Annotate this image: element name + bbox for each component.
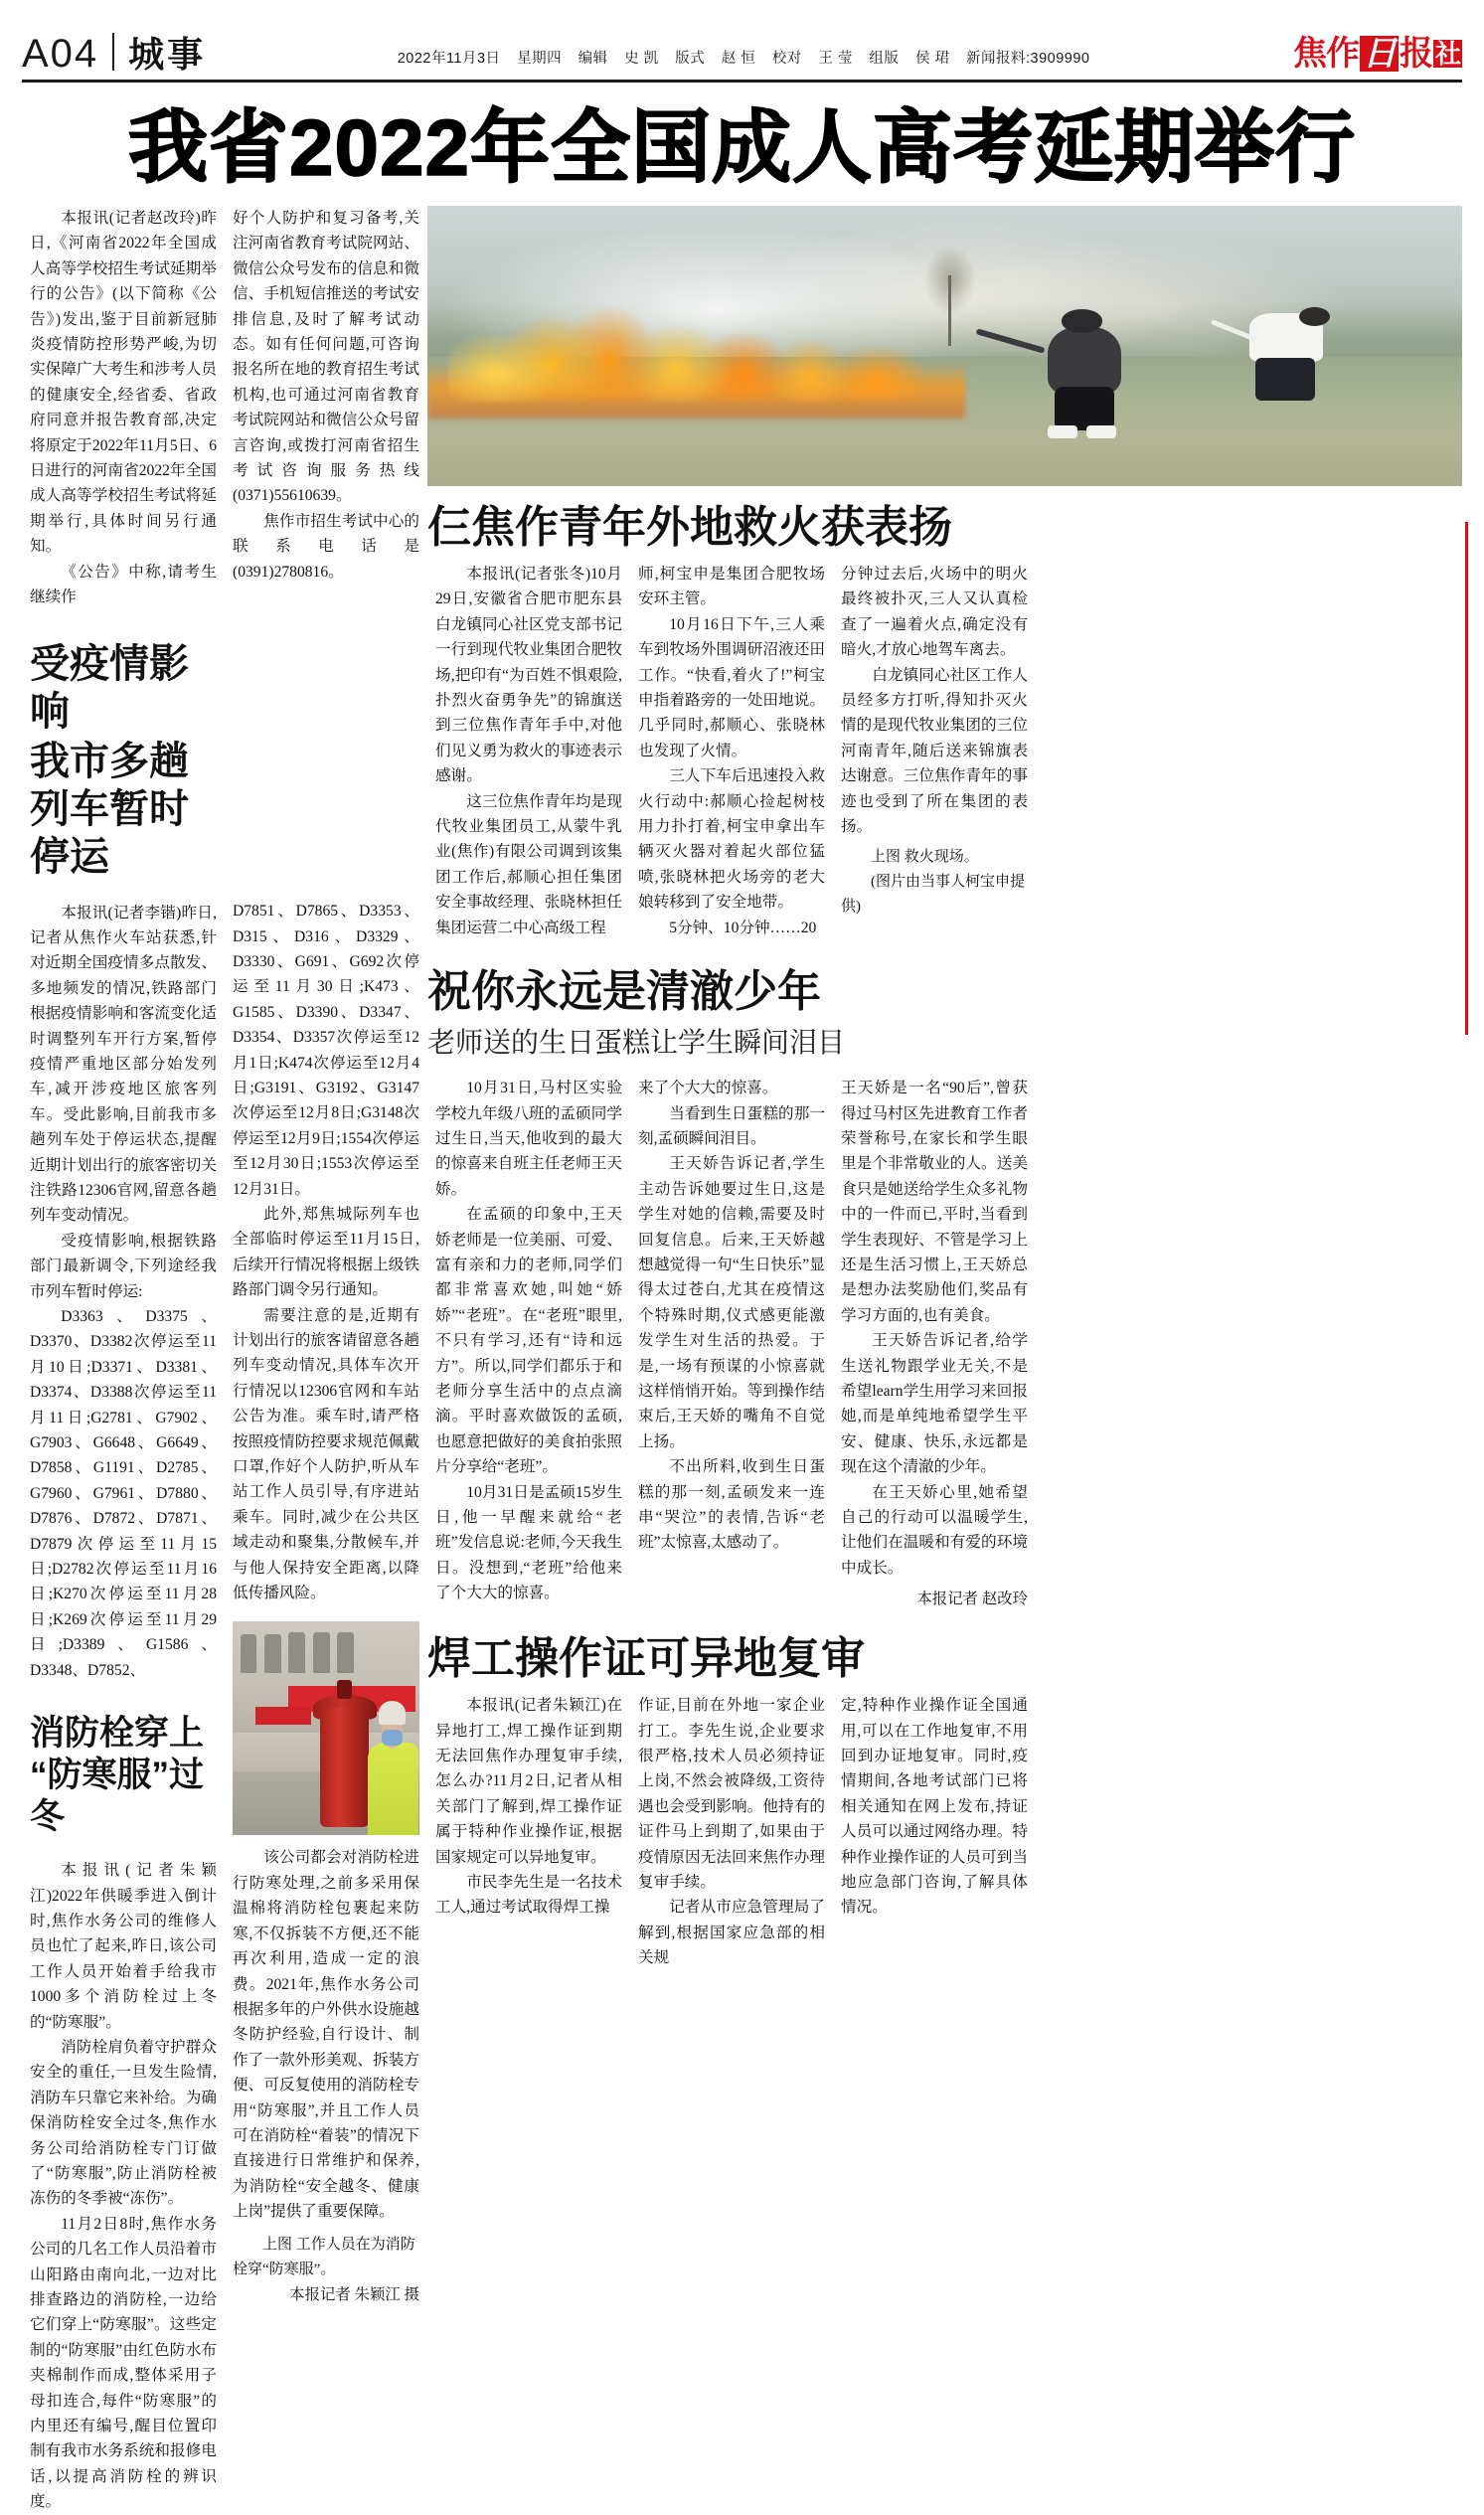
editor-name: 史 凯	[624, 51, 659, 67]
cake-columns	[427, 1076, 1462, 1611]
building-window	[264, 1634, 281, 1673]
cake-para-4: 当看到生日蛋糕的那一刻,孟硕瞬间泪目。	[638, 1104, 825, 1147]
page-grid	[22, 206, 1462, 2515]
column-10	[630, 1693, 833, 1970]
train-numbers-cont: D7851、D7865、D3353、D315、D316、D3329、D3330、G691、G692次停运至11月30日;K473、G1585、D3390、D3347、D3354、D3357次停运至12月1日;K474次停运至12月4日;G3191、G3192、G3147次停运至12月8日;G3148次停运至12月9日;1554次停运至12月30日;1553次停运至12月31日。	[233, 903, 419, 1198]
building-window	[241, 1634, 257, 1673]
rescue-photo-caption: 上图 救火现场。	[871, 849, 979, 866]
column-4	[630, 562, 833, 940]
rescuer-in-dark-jacket	[1028, 309, 1142, 438]
worker-face-mask	[382, 1730, 402, 1747]
exam-para-2-cont: 《公告》中称,请考生继续作	[30, 563, 217, 606]
column-1	[22, 206, 225, 2515]
grass-flames	[448, 307, 924, 403]
weekday: 星期四	[517, 51, 563, 67]
masthead-rule	[22, 80, 1462, 83]
cake-para-3: 10月31日是孟硕15岁生日,他一早醒来就给“老班”发信息说:老师,今天我生日。没想到,“老班”给他来了个大大的惊喜。	[435, 1483, 622, 1602]
building-window	[313, 1632, 330, 1673]
cake-headline: 祝你永远是清澈少年	[427, 967, 821, 1017]
worker-helmet	[379, 1701, 406, 1725]
publish-date: 2022年11月3日	[397, 51, 501, 67]
masthead-meta	[398, 47, 1102, 74]
logo-text-a: 焦作	[1292, 35, 1359, 73]
rescuer-trousers	[1255, 358, 1315, 401]
rescue-para-5-part: 5分钟、10分钟……20	[638, 919, 817, 936]
train-headline: 我市多趟列车暂时停运	[30, 739, 189, 879]
news-tipline: 新闻报料:3909990	[966, 51, 1090, 67]
train-para-3-head: D3363、D3375、D3370、D3382次停运至11月10日;D3371、D3381、D3374、D3388次停运至11月11日;G2781、G7902、G7903、G6648、G6649、D7858、G1191、D2785、G7960、G7961、D7880、D7876、D7872、D7871、D7879次停运至11月15日;D2782次停运至11月16日;K270次停运至11月28日;K269次停运至11月29日;D3389、G1586、D3348、D7852、	[30, 1308, 217, 1679]
cake-para-3-rest: 来了个大大的惊喜。	[638, 1080, 778, 1097]
column-7	[630, 1076, 833, 1556]
welder-columns	[427, 1693, 1462, 1970]
hydrant-para-1: 本报讯(记者朱颖江)2022年供暖季进入倒计时,焦作水务公司的维修人员也忙了起来,昨日,该公司工作人员开始着手给我市1000多个消防栓过上冬的“防寒服”。	[30, 1862, 217, 2031]
cake-para-9: 在王天娇心里,她希望自己的行动可以温暖学生,让他们在温暖和有爱的环境中成长。	[841, 1483, 1028, 1577]
rescue-para-6: 白龙镇同心社区工作人员经多方打听,得知扑灭火情的是现代牧业集团的三位河南青年,随后送来锦旗表达谢意。三位焦作青年的事迹也受到了所在集团的表扬。	[841, 666, 1028, 836]
rescuer-in-white-shirt	[1235, 307, 1338, 414]
rescue-para-5-rest: 分钟过去后,火场中的明火最终被扑灭,三人又认真检查了一遍着火点,确定没有暗火,才放心地驾车离去。	[841, 566, 1028, 659]
hydrant-photo-caption: 上图 工作人员在为消防栓穿“防寒服”。	[233, 2236, 415, 2277]
train-kicker: 受疫情影响	[30, 641, 189, 734]
layout-label: 版式	[675, 51, 706, 67]
hydrant-photo-credit: 本报记者 朱颖江 摄	[289, 2285, 419, 2303]
fire-hydrant-photo	[233, 1621, 419, 1835]
rescue-para-2-rest: 师,柯宝申是集团合肥牧场安环主管。	[638, 566, 825, 608]
rescuer-shoe	[1086, 425, 1116, 438]
logo-text-d: 社	[1434, 39, 1460, 69]
column-11	[833, 1693, 1036, 1921]
lead-headline: 我省2022年全国成人高考延期举行	[128, 103, 1356, 192]
welder-para-2-rest: 作证,目前在外地一家企业打工。李先生说,企业要求很严格,技术人员必须持证上岗,不然会被降级,工资待遇也会受到影响。他持有的证件马上到期了,如果由于疫情原因无法回来焦作办理复审手续。	[638, 1697, 825, 1892]
logo-text-b: 日	[1360, 36, 1399, 72]
editor-label: 编辑	[577, 51, 608, 67]
exam-para-2-rest: 好个人防护和复习备考,关注河南省教育考试院网站、微信公众号发布的信息和微信、手机短信推送的考试安排信息,及时了解考试动态。如有任何问题,可咨询报名所在地的教育招生考试机构,也可通过河南省教育考试院网站和微信公众号留言咨询,或拨打河南省招生考试咨询服务热线(0371)55610639。	[233, 210, 419, 505]
rescue-photo-credit: (图片由当事人柯宝申提供)	[841, 874, 1025, 916]
column-5	[833, 562, 1036, 920]
hydrant-para-3: 11月2日8时,焦作水务公司的几名工作人员沿着市山阳路由南向北,一边对比排查路边的消防栓,一边给它们穿上“防寒服”。这些定制的“防寒服”由红色防水布夹棉制作而成,整体采用子母扣连合,每件“防寒服”的内里还有编号,醒目位置印制有我市水务系统和报修电话,以提高消防栓的辨识度。	[30, 2215, 217, 2511]
proof-name: 王 莹	[818, 51, 853, 67]
rescue-para-3: 10月16日下午,三人乘车到牧场外围调研沼液还田工作。“快看,着火了!”柯宝申指着路旁的一处田地说。几乎同时,郝顺心、张晓林也发现了火情。	[638, 615, 825, 759]
masthead-left	[22, 29, 206, 74]
worker-hi-vis-vest	[368, 1743, 418, 1835]
red-separator-rule	[1465, 522, 1468, 1035]
masthead	[22, 0, 1462, 74]
section-name: 城事	[128, 34, 207, 75]
rescuer-torso	[1048, 327, 1120, 394]
compose-label: 组版	[869, 51, 900, 67]
train-para-1: 本报讯(记者李锴)昨日,记者从焦作火车站获悉,针对近期全国疫情多点散发、多地频发的情况,铁路部门根据疫情影响和客流变化适时调整列车开行方案,暂停疫情严重地区部分始发列车,减开涉疫地区旅客列车。受此影响,目前我市多趟列车处于停运状态,提醒近期计划出行的旅客密切关注铁路12306官网,留意各趟列车变动情况。	[30, 904, 217, 1225]
logo-text-c: 报	[1399, 35, 1432, 73]
building-window	[337, 1632, 354, 1673]
hydrant-para-4: 该公司都会对消防栓进行防寒处理,之前多采用保温棉将消防栓包裹起来防寒,不仅拆装不方便,还不能再次利用,造成一定的浪费。2021年,焦作水务公司根据多年的户外供水设施越冬防护经验,自行设计、制作了一款外形美观、拆装方便、可反复使用的消防栓专用“防寒服”,并且工作人员可在消防栓“着装”的情况下直接进行日常维护和保养,为消防栓“安全越冬、健康上岗”提供了重要保障。	[233, 1849, 419, 2221]
grass-fire-rescue-photo	[427, 206, 1462, 486]
exam-para-1: 本报讯(记者赵改玲)昨日,《河南省2022年全国成人高等学校招生考试延期举行的公告》(以下简称《公告》)发出,鉴于目前新冠肺炎疫情防控形势严峻,为切实保障广大考生和涉考人员的健康安全,经省委、省政府同意并报告教育部,决定将原定于2022年11月5日、6日进行的河南省2022年全国成人高等学校招生考试将延期举行,具体时间另行通知。	[30, 210, 217, 556]
building-window	[288, 1632, 305, 1673]
cake-signature: 本报记者 赵改玲	[916, 1591, 1028, 1608]
page-number: A04	[22, 32, 99, 76]
proof-label: 校对	[771, 51, 802, 67]
rescuer-shoe	[1048, 425, 1077, 438]
welder-headline: 焊工操作证可异地复审	[427, 1634, 865, 1684]
rescue-para-2-part: 这三位焦作青年均是现代牧业集团员工,从蒙牛乳业(焦作)有限公司调到该集团工作后,郝顺心担任集团安全事故经理、张晓林担任集团运营二中心高级工程	[435, 792, 622, 936]
newspaper-logo	[1293, 36, 1462, 74]
cake-para-1: 10月31日,马村区实验学校九年级八班的孟硕同学过生日,当天,他收到的最大的惊喜来自班主任老师王天娇。	[435, 1080, 622, 1198]
rescuer-trousers	[1055, 387, 1114, 430]
rescue-columns	[427, 562, 1462, 940]
rescue-headline: 仨焦作青年外地救火获表扬	[427, 503, 952, 552]
cake-para-5: 王天娇告诉记者,学生主动告诉她要过生日,这是学生对她的信赖,需要及时回复信息。后来,王天娇越想越觉得一句“生日快乐”显得太过苍白,尤其在疫情这个特殊时期,仪式感更能激发学生对生活的热爱。于是,一场有预谋的小惊喜就这样悄悄开始。等到操作结束后,王天娇的嘴角不自觉上扬。	[638, 1155, 825, 1450]
hydrant-headline-line1: 消防栓穿上	[30, 1714, 205, 1754]
hydrant-para-2: 消防栓肩负着守护群众安全的重任,一旦发生险情,消防车只靠它来补给。为确保消防栓安全过冬,焦作水务公司给消防栓专门订做了“防寒服”,防止消防栓被冻伤的冬季被“冻伤”。	[30, 2038, 217, 2208]
welder-para-2-part: 市民李先生是一名技术工人,通过考试取得焊工操	[435, 1874, 622, 1917]
cake-para-8: 王天娇告诉记者,给学生送礼物跟学业无关,不是希望learn学生用学习来回报她,而是单纯地希望学生平安、健康、快乐,永远都是现在这个清澈的少年。	[841, 1332, 1028, 1476]
rescue-para-1: 本报讯(记者张冬)10月29日,安徽省合肥市肥东县白龙镇同心社区党支部书记一行到现代牧业集团合肥牧场,把印有“为百姓不惧艰险,扑烈火奋勇争先”的锦旗送到三位焦作青年手中,对他们见义勇为救火的事迹表示感谢。	[435, 566, 622, 785]
compose-name: 侯 珺	[914, 51, 950, 67]
hydrant-headline-line2: “防寒服”过冬	[30, 1756, 205, 1837]
cake-subheadline: 老师送的生日蛋糕让学生瞬间泪目	[427, 1027, 846, 1059]
exam-para-3: 焦作市招生考试中心的联系电话是(0391)2780816。	[233, 512, 419, 581]
cake-para-6: 不出所料,收到生日蛋糕的那一刻,孟硕发来一连串“哭泣”的表情,告诉“老班”太惊喜,太感动了。	[638, 1458, 825, 1552]
hydrant-valve-knob	[337, 1680, 352, 1699]
red-shop-banner	[255, 1707, 311, 1724]
rescuer-head	[1062, 309, 1102, 332]
welder-para-3-part: 记者从市应急管理局了解到,根据国家应急部的相关规	[638, 1899, 825, 1967]
right-block	[427, 206, 1462, 1971]
column-6	[427, 1076, 630, 1606]
layout-name: 赵 恒	[721, 51, 756, 67]
column-8	[833, 1076, 1036, 1611]
masthead-divider	[112, 33, 114, 71]
train-para-2: 受疫情影响,根据铁路部门最新调令,下列途经我市列车暂时停运:	[30, 1232, 217, 1300]
train-para-5: 需要注意的是,近期有计划出行的旅客请留意各趟列车变动情况,具体车次开行情况以12306官网和车站公告为准。乘车时,请严格按照疫情防控要求规范佩戴口罩,作好个人防护,听从车站工作人员引导,有序进站乘车。同时,减少在公共区域走动和聚集,分散候车,并与他人保持安全距离,以降低传播风险。	[233, 1306, 419, 1602]
water-utility-worker	[356, 1686, 419, 1836]
welder-para-3-rest: 定,特种作业操作证全国通用,可以在工作地复审,不用回到办证地复审。同时,疫情期间,各地考试部门已将相关通知在网上发布,持证人员可以通过网络办理。特种作业操作证的人员可到当地应急部门咨询,了解具体情况。	[841, 1697, 1028, 1917]
rescuer-head	[1299, 307, 1330, 326]
rescue-para-4: 三人下车后迅速投入救火行动中:郝顺心捡起树枝用力扑打着,柯宝申拿出车辆灭火器对着起火部位猛喷,张晓林把火场旁的老大娘转移到了安全地带。	[638, 767, 825, 912]
welder-para-1-part: 本报讯(记者朱颖江)在异地打工,焊工操作证到期无法回焦作办理复审手续,怎么办?11月2日,记者从相关部门了解到,焊工操作证属于特种作业操作证,根据国家规定可以异地复审。	[435, 1697, 622, 1866]
cake-para-2: 在孟硕的印象中,王天娇老师是一位美丽、可爱、富有亲和力的老师,同学们都非常喜欢她,叫她“娇娇”“老班”。在“老班”眼里,不只有学习,还有“诗和远方”。所以,同学们都乐于和老师分享生活中的点点滴滴。平时喜欢做饭的孟硕,也愿意把做好的美食拍张照片分享给“老班”。	[435, 1206, 622, 1476]
column-2	[225, 206, 427, 2307]
column-3	[427, 562, 630, 940]
column-9	[427, 1693, 630, 1921]
cake-para-7: 王天娇是一名“90后”,曾获得过马村区先进教育工作者荣誉称号,在家长和学生眼里是个非常敬业的人。送美食只是她送给学生众多礼物中的一件而已,平时,当看到学生表现好、不管是学习上还是生活习惯上,王天娇总是想办法奖励他们,奖品有学习方面的,也有美食。	[841, 1080, 1028, 1324]
train-para-4: 此外,郑焦城际列车也全部临时停运至11月15日,后续开行情况将根据上级铁路部门调令另行通知。	[233, 1205, 419, 1299]
